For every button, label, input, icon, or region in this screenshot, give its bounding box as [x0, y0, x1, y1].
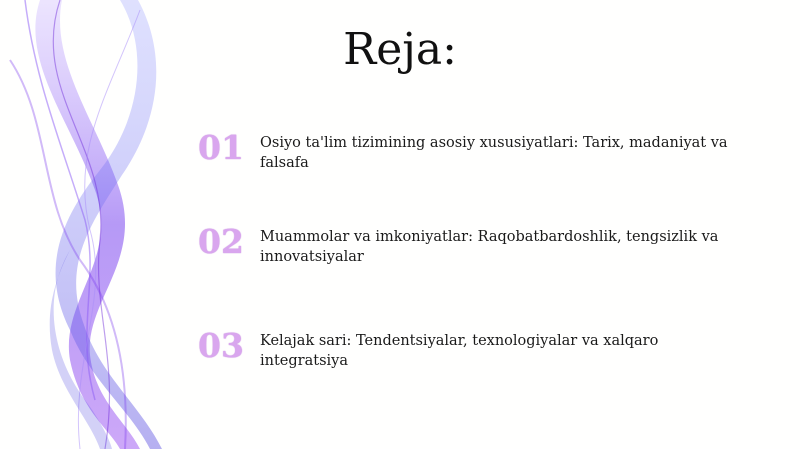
slide-title: Reja:	[343, 24, 457, 75]
decorative-smoke-ribbon	[0, 0, 200, 449]
agenda-item	[198, 128, 758, 188]
agenda-item-number: 01	[198, 128, 244, 167]
agenda-item	[198, 222, 758, 282]
agenda-item-text: Muammolar va imkoniyatlar: Raqobatbardoshlik, tengsizlik va innovatsiyalar	[260, 229, 719, 265]
agenda-item-text: Osiyo ta'lim tizimining asosiy xususiyatlari: Tarix, madaniyat va falsafa	[260, 135, 728, 171]
agenda-item-text: Kelajak sari: Tendentsiyalar, texnologiyalar va xalqaro integratsiya	[260, 333, 659, 369]
agenda-item-number: 03	[198, 326, 244, 365]
agenda-item-number: 02	[198, 222, 244, 261]
agenda-item	[198, 326, 758, 386]
